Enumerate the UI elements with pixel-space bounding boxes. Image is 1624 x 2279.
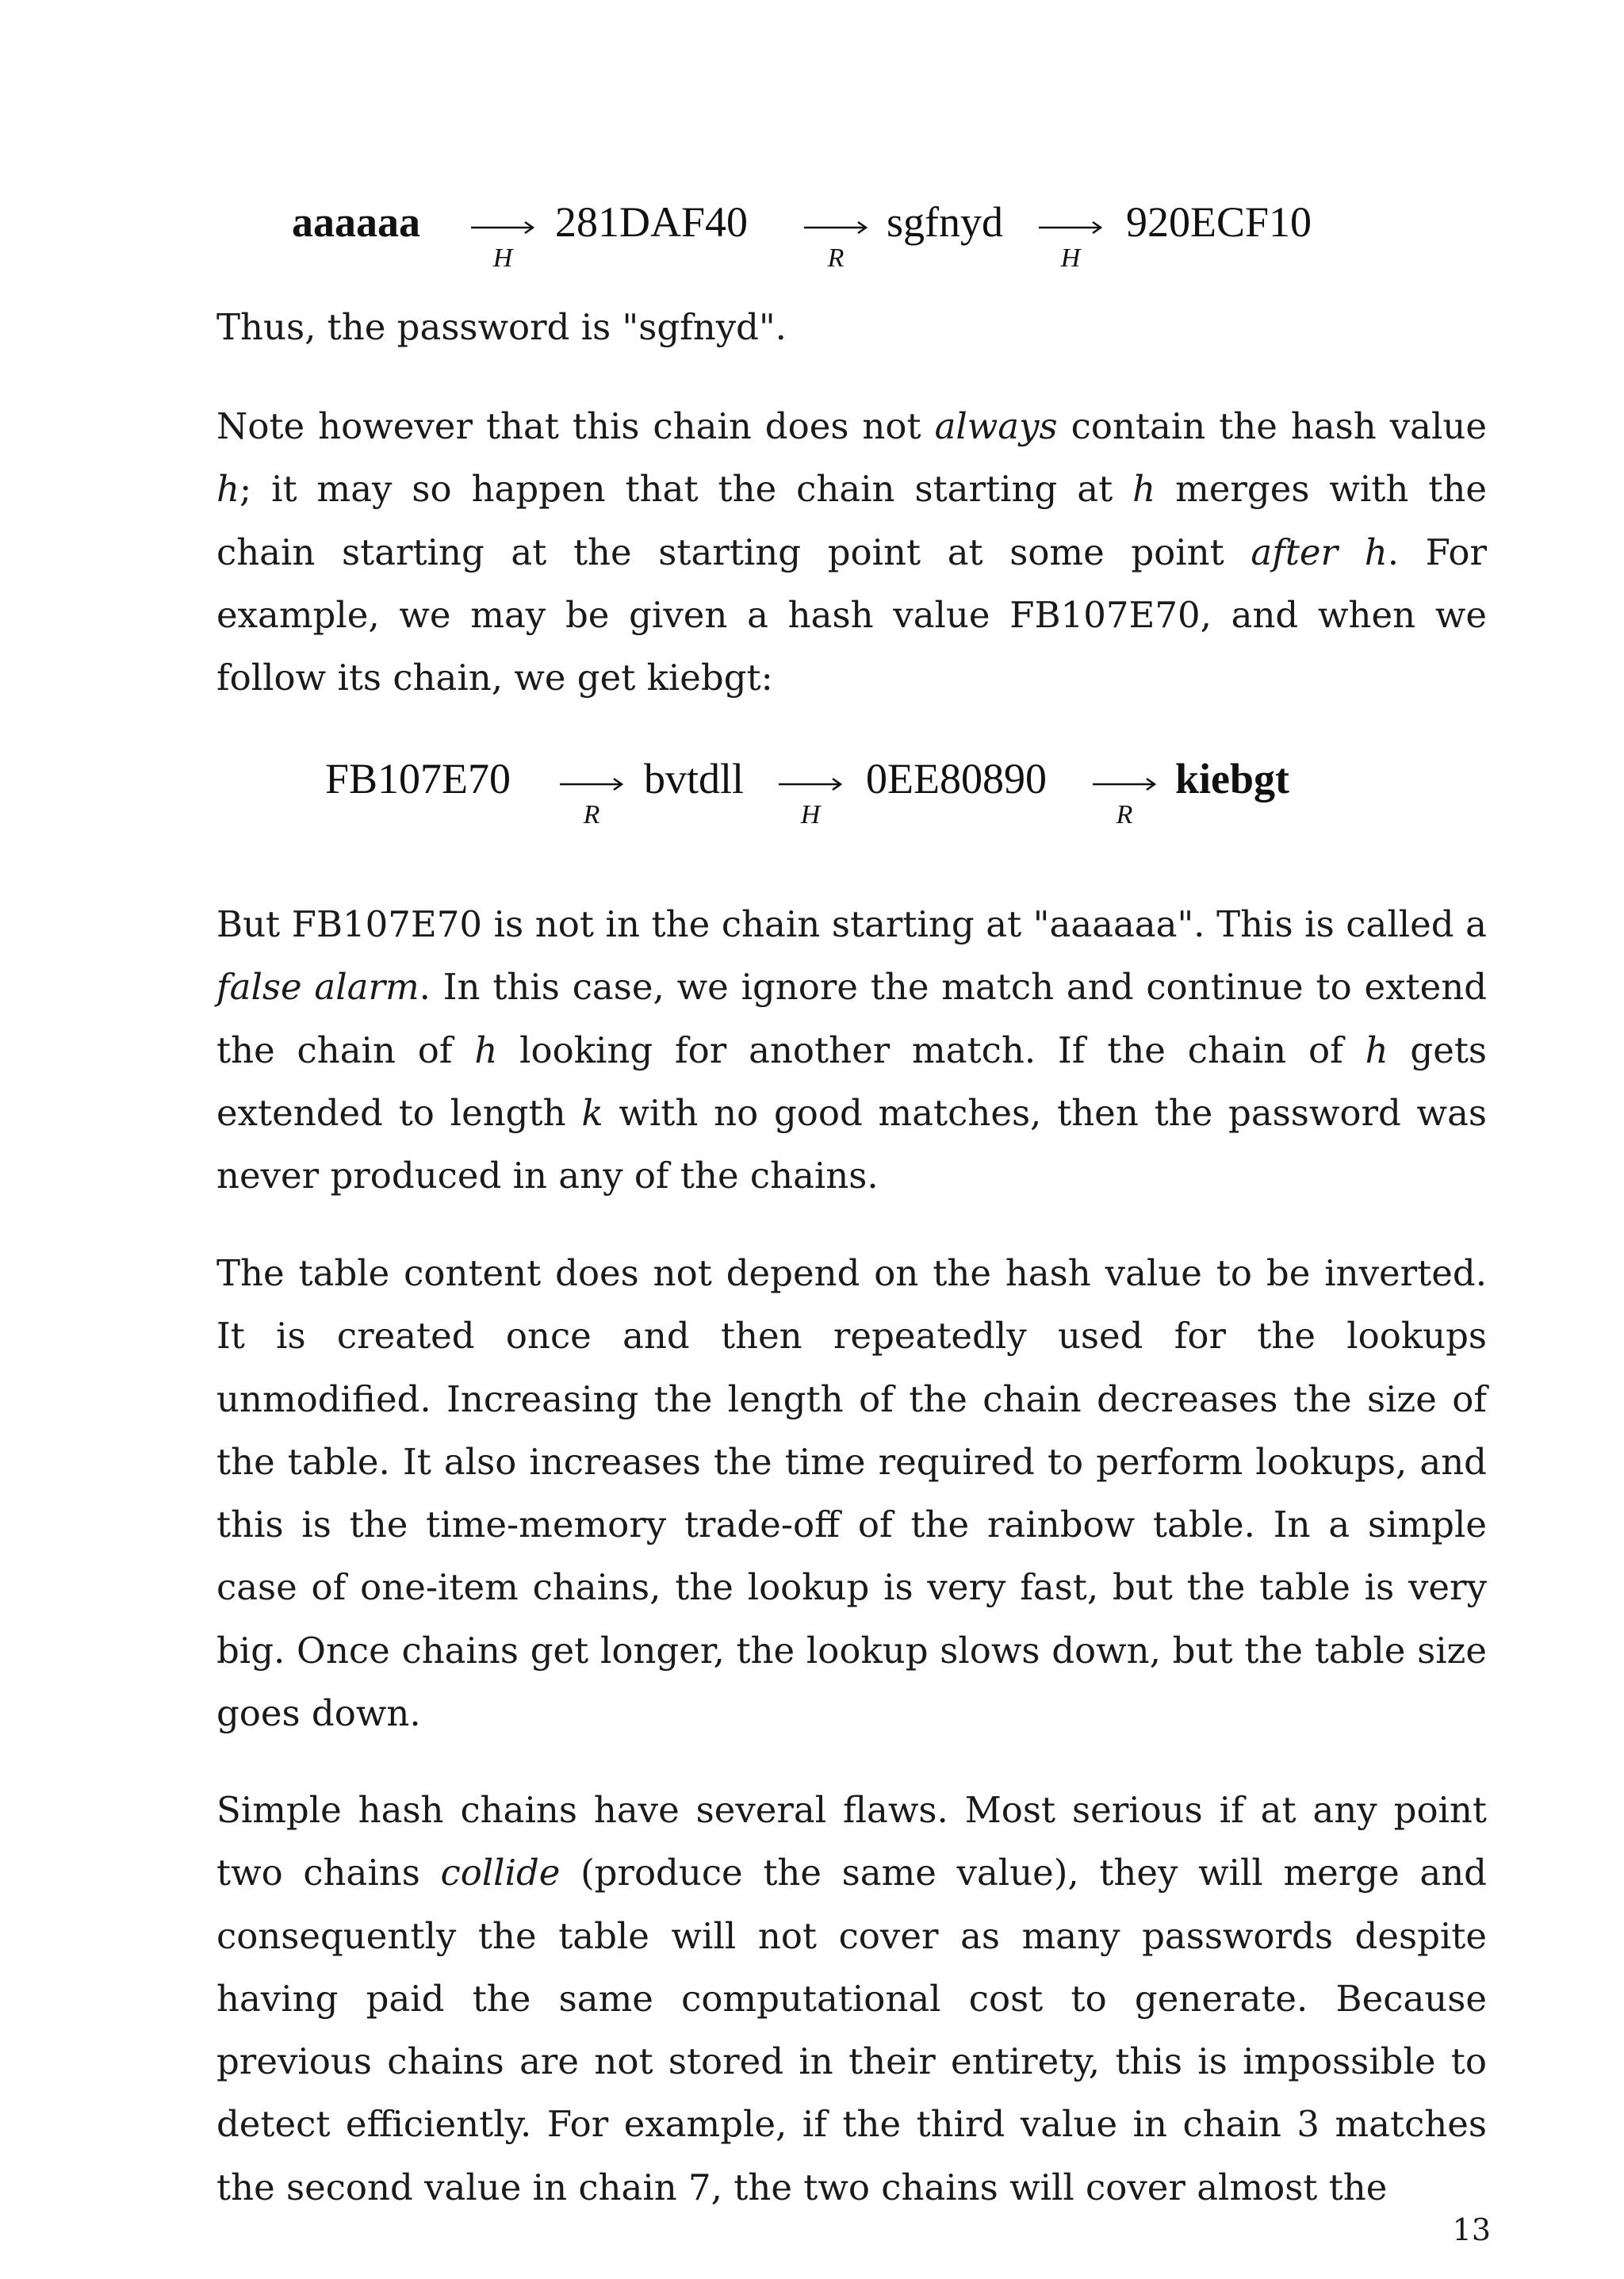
emphasis: false alarm [216,966,419,1009]
text-run: contain the hash value [1057,405,1487,447]
emphasis: h [474,1028,498,1071]
text-run: merges with the chain starting at the starting point at some point [216,468,1488,573]
emphasis: h [216,468,239,511]
arrow-icon [1091,776,1158,793]
formula-term: bvtdll [644,755,745,802]
text-run: . For example, we may be given a hash value FB107E70, and when we follow its chain, we get kiebgt: [216,530,1487,699]
emphasis: always [934,405,1058,447]
formula-term: 281DAF40 [555,198,749,246]
arrow-icon [1037,219,1104,236]
text-run: . In this case, we ignore the match and continue to extend the chain of [216,966,1487,1071]
arrow-icon [777,776,844,793]
text-run: ; it may so happen that the chain starting at [239,468,1133,511]
function-label: H [492,243,513,273]
formula-term: FB107E70 [325,755,511,802]
text-run: But FB107E70 is not in the chain starting at "aaaaaa". This is called a [216,903,1487,945]
false-alarm-chain-formula [0,755,1624,842]
emphasis: collide [440,1852,561,1894]
function-label: H [800,800,821,829]
page-number: 13 [1452,2212,1491,2247]
emphasis: after h [1251,530,1388,573]
paragraph [216,395,1487,709]
emphasis: k [581,1091,603,1134]
text-run: Simple hash chains have several flaws. Most serious if at any point two chains [216,1789,1487,1894]
function-label: H [1060,243,1081,273]
formula-term: 920ECF10 [1126,198,1312,246]
function-label: R [1116,800,1133,829]
arrow-icon [802,219,869,236]
paragraph [216,893,1487,1207]
text-run: gets extended to length [216,1028,1488,1134]
text-run: with no good matches, then the password was never produced in any of the chains. [216,1091,1487,1197]
arrow-icon [558,776,625,793]
emphasis: h [1365,1028,1388,1071]
hash-chain-formula [0,198,1624,285]
arrow-icon [469,219,536,236]
function-label: R [583,800,600,829]
formula-term: kiebgt [1175,755,1290,802]
text-run: looking for another match. If the chain of [497,1028,1365,1071]
paragraph: Thus, the password is "sgfnyd". [216,306,787,348]
text-run: (produce the same value), they will merge and consequently the table will not cover as many passwords despite having paid the same computational cost to generate. Because previous chains are not stored in their entirety, this is impossible to detect efficiently. For example, if the third value in chain 3 matches the second value in chain 7, the two chains will cover almost the [216,1852,1487,2208]
paragraph [216,1779,1487,2219]
emphasis: h [1132,468,1156,511]
function-label: R [827,243,845,273]
formula-term: aaaaaa [292,198,420,246]
text-run: Note however that this chain does not [216,405,935,447]
formula-term: 0EE80890 [866,755,1047,802]
formula-term: sgfnyd [887,198,1003,246]
paragraph: The table content does not depend on the hash value to be inverted. It is created once and then repeatedly used for the lookups unmodified. Increasing the length of the chain decreases the size of the table. It also increases the time required to perform lookups, and this is the time-memory trade-off of the rainbow table. In a simple case of one-item chains, the lookup is very fast, but the table is very big. Once chains get longer, the lookup slows down, but the table size goes down. [216,1252,1487,1735]
